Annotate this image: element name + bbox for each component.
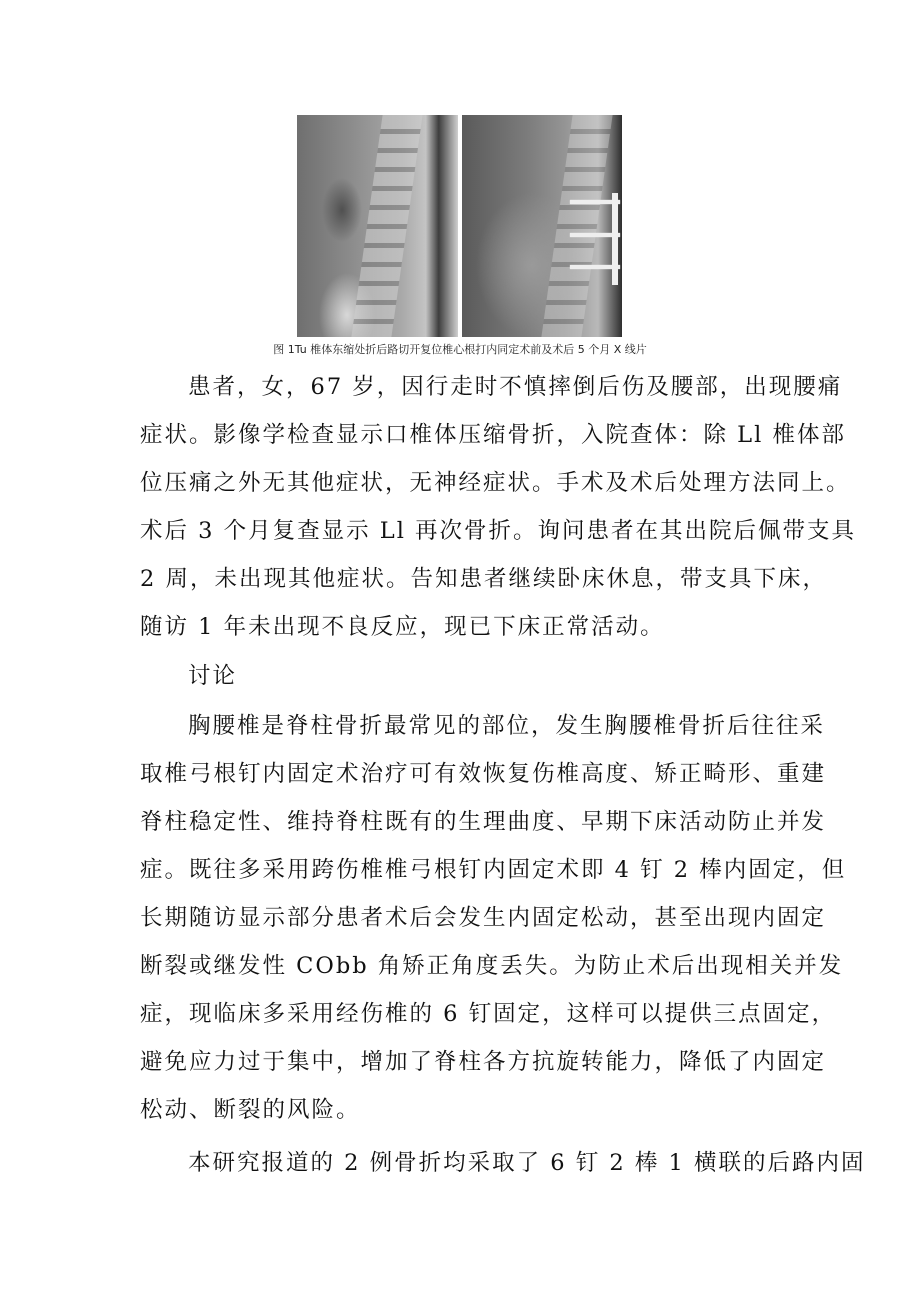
section-heading — [140, 652, 800, 700]
text-line: 避免应力过于集中，增加了脊柱各方抗旋转能力，降低了内固定 — [140, 1049, 827, 1075]
figure-caption: 图 1Tu 椎体东缩处折后路切开复位椎心根打内同定术前及术后 5 个月 X 线片 — [273, 343, 647, 356]
xray-image-postop — [462, 115, 623, 337]
text-line: 胸腰椎是脊柱骨折最常见的部位，发生胸腰椎骨折后往往采 — [188, 713, 826, 739]
text-line: 2 周，未出现其他症状。告知患者继续卧床休息，带支具下床， — [140, 566, 827, 592]
text-line: 断裂或继发性 CObb 角矫正角度丢失。为防止术后出现相关并发 — [140, 953, 844, 979]
text-line: 位压痛之外无其他症状，无神经症状。手术及术后处理方法同上。 — [140, 470, 851, 496]
text-line: 随访 1 年未出现不良反应，现已下床正常活动。 — [140, 614, 665, 640]
text-line: 脊柱稳定性、维持脊柱既有的生理曲度、早期下床活动防止并发 — [140, 809, 827, 835]
text-line: 症。既往多采用跨伤椎椎弓根钉内固定术即 4 钉 2 棒内固定，但 — [140, 857, 847, 883]
text-line: 患者，女，67 岁，因行走时不慎摔倒后伤及腰部，出现腰痛 — [188, 374, 843, 400]
text-line: 本研究报道的 2 例骨折均采取了 6 钉 2 棒 1 横联的后路内固 — [188, 1150, 866, 1176]
paragraph-discussion — [140, 702, 847, 1134]
text-line: 症，现临床多采用经伤椎的 6 钉固定，这样可以提供三点固定， — [140, 1001, 837, 1027]
text-line: 松动、断裂的风险。 — [140, 1097, 361, 1123]
text-line: 取椎弓根钉内固定术治疗可有效恢复伤椎高度、矫正畸形、重建 — [140, 761, 827, 787]
text-line: 长期随访显示部分患者术后会发生内固定松动，甚至出现内固定 — [140, 905, 827, 931]
heading-discussion: 讨论 — [188, 663, 238, 689]
xray-image-preop — [297, 115, 458, 337]
paragraph-study — [140, 1139, 866, 1187]
paragraph-case — [140, 363, 857, 651]
xray-figure — [297, 115, 622, 337]
text-line: 症状。影像学检查显示口椎体压缩骨折，入院查体：除 Ll 椎体部 — [140, 422, 846, 448]
text-line: 术后 3 个月复查显示 Ll 再次骨折。询问患者在其出院后佩带支具 — [140, 518, 857, 544]
